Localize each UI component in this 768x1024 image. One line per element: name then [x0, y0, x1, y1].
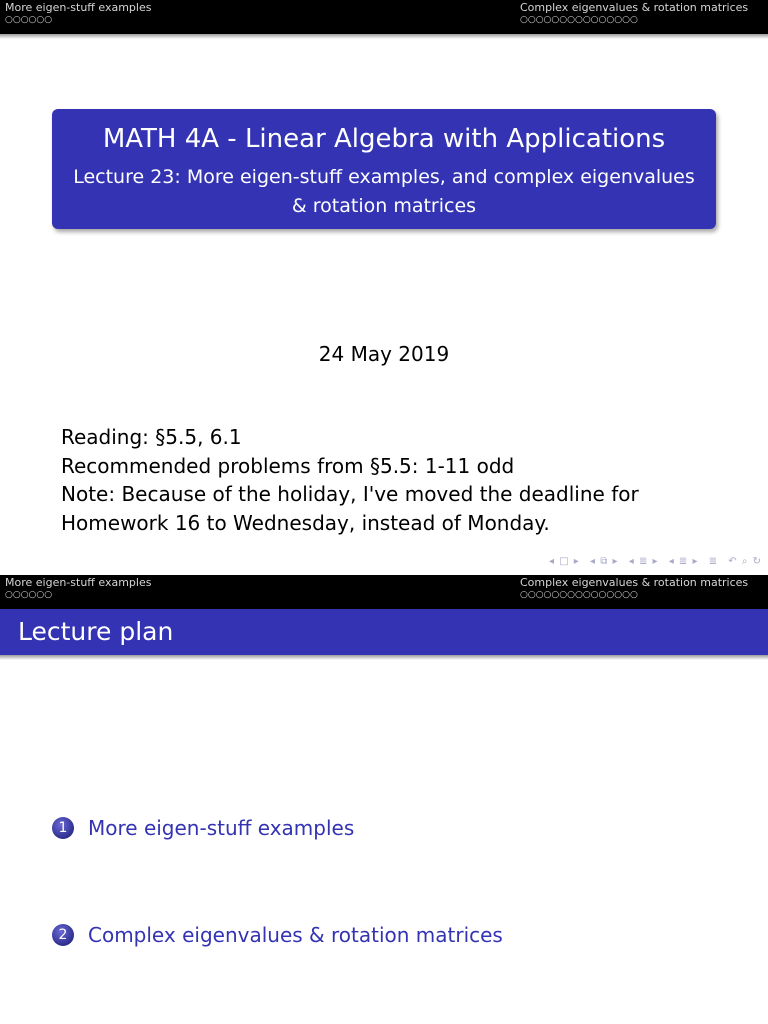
section-progress-dots[interactable]: ○○○○○○: [5, 590, 53, 600]
headline-section-complex-eigenvalues[interactable]: [520, 1, 748, 27]
title-box: [52, 109, 716, 229]
toc-number-badge: 2: [52, 924, 74, 946]
frame-title: Lecture plan: [18, 617, 174, 646]
nav-frame-icon[interactable]: ◂ □ ▸: [548, 556, 580, 567]
toc-number-badge: 1: [52, 817, 74, 839]
note-line-continued: Homework 16 to Wednesday, instead of Monday.: [61, 510, 550, 535]
toc-link-label[interactable]: Complex eigenvalues & rotation matrices: [88, 923, 503, 947]
slide-headline: [0, 0, 768, 34]
nav-back-search-forward-icon[interactable]: ↶ ⌕ ↻: [728, 556, 762, 567]
note-line: Note: Because of the holiday, I've moved the deadline for: [61, 482, 639, 506]
slide-headline: [0, 575, 768, 609]
headline-section-label: More eigen-stuff examples: [5, 576, 152, 589]
nav-document-icon[interactable]: ◂ ≣ ▸: [668, 556, 699, 567]
frame-title-shadow: [0, 655, 768, 660]
section-progress-dots[interactable]: ○○○○○○○○○○○○○○○: [520, 15, 638, 25]
nav-subsection-icon[interactable]: ◂ ⧉ ▸: [590, 556, 619, 567]
slide-notes: [61, 423, 701, 537]
recommended-problems-line: Recommended problems from §5.5: 1-11 odd: [61, 453, 515, 478]
headline-section-label: Complex eigenvalues & rotation matrices: [520, 576, 749, 589]
headline-section-complex-eigenvalues[interactable]: [520, 576, 748, 602]
reading-line: Reading: §5.5, 6.1: [61, 425, 242, 449]
section-progress-dots[interactable]: ○○○○○○: [5, 15, 53, 25]
headline-section-label: More eigen-stuff examples: [5, 1, 152, 14]
toc-link-label[interactable]: More eigen-stuff examples: [88, 816, 355, 840]
frame-title-bar: [0, 609, 768, 655]
lecture-plan-slide: [0, 575, 768, 1024]
headline-section-eigen-examples[interactable]: [5, 576, 151, 602]
headline-shadow: [0, 34, 768, 39]
section-progress-dots[interactable]: ○○○○○○○○○○○○○○○: [520, 590, 638, 600]
presentation-date: 24 May 2019: [318, 342, 450, 366]
headline-section-eigen-examples[interactable]: [5, 1, 151, 27]
presentation-title: MATH 4A - Linear Algebra with Applications: [102, 124, 666, 154]
nav-section-icon[interactable]: ◂ ≣ ▸: [628, 556, 659, 567]
presentation-subtitle: Lecture 23: More eigen-stuff examples, and complex eigenvalues & rotation matrices: [73, 166, 695, 217]
headline-section-label: Complex eigenvalues & rotation matrices: [520, 1, 749, 14]
beamer-navigation-bar: [543, 556, 762, 567]
nav-menu-icon[interactable]: ≣: [708, 556, 719, 567]
